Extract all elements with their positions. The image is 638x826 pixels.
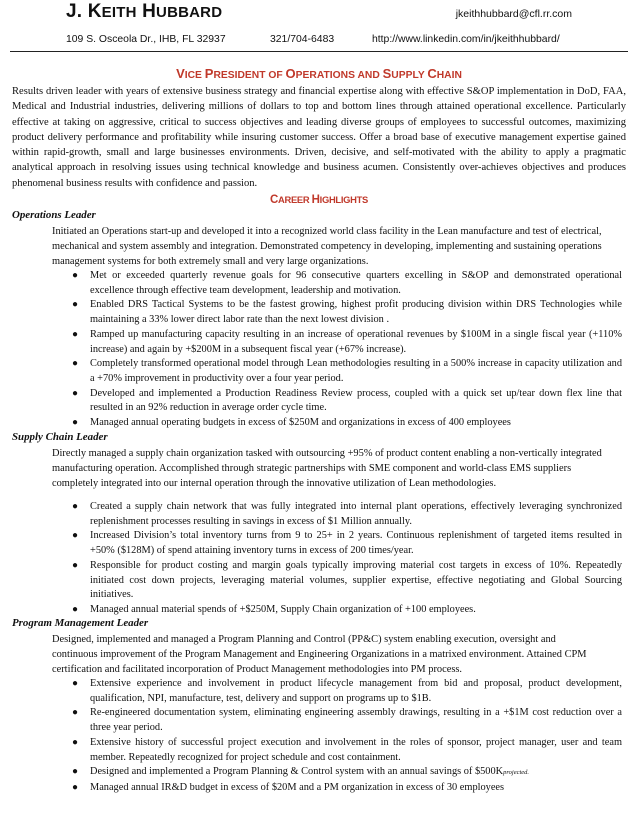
list-item: ● Ramped up manufacturing capacity resulting in an increase of operational revenues by $100M in a single fiscal year (+110% increase) and again by +$200M in a subsequent fiscal year (+67% increase). (72, 328, 622, 355)
section-heading-supply-chain: Supply Chain Leader (12, 431, 108, 443)
bullet-icon: ● (72, 417, 79, 429)
list-item: ● Increased Division’s total inventory turns from 9 to 25+ in 2 years. Continuous replenishment of targeted items resulted in +50% ($128M) of spend attaining inventory turns in excess of 200 times/year. (72, 530, 622, 557)
email-link[interactable]: jkeithhubbard@cfl.rr.com (455, 8, 572, 20)
list-item: ● Extensive history of successful project execution and involvement in the roles of sponsor, project manager, user and team member. Repeatedly recognized for project schedule and cost containment. (72, 736, 622, 763)
bullet-icon: ● (72, 530, 79, 542)
bullet-icon: ● (72, 387, 79, 399)
list-item: ● Extensive experience and involvement in product lifecycle management from bid and proposal, product development, qualification, NPI, manufacture, test, delivery and support on programs up to $1B. (72, 678, 622, 704)
list-item: ● Re-engineered documentation system, eliminating engineering assembly drawings, resulting in a +$1M cost reduction over a three year period. (72, 707, 622, 734)
bullet-icon: ● (72, 299, 79, 311)
candidate-name: J. KEITH HUBBARD (66, 1, 223, 22)
projected-note: projected. (503, 769, 530, 777)
supply-chain-bullets (52, 500, 622, 618)
list-item: ● Managed annual IR&D budget in excess of $20M and a PM organization in excess of 30 employees (52, 781, 622, 796)
bullet-icon: ● (72, 736, 79, 748)
job-title: VICE PRESIDENT OF OPERATIONS AND SUPPLY CHAIN (176, 66, 462, 81)
linkedin-link[interactable]: http://www.linkedin.com/in/jkeithhubbard/ (372, 34, 560, 45)
bullet-icon: ● (72, 781, 79, 793)
bullet-icon: ● (72, 603, 79, 615)
list-item: ● Created a supply chain network that was fully integrated into internal plant operations, effectively leveraging synchronized replenishment processes resulting in savings in excess of $1 Million annually. (72, 501, 622, 527)
bullet-icon: ● (72, 678, 79, 689)
bullet-icon: ● (72, 270, 79, 281)
bullet-icon: ● (72, 358, 79, 370)
professional-summary: Results driven leader with years of extensive business strategy and financial expertise along with effective S&OP implementation in DoD, FAA, Medical and Industrial industries, delivering millions of dollars to top and bottom lines through attained operational excellence. Particularly effective at taking on aggressive, critical to success objectives and leading diverse groups of employees to successful outcomes, maximizing product delivery performance and profitability while insuring customer success. Offer a broad base of executive management expertise gained within rapid-growth, small and large businesses environments. Driven, decisive, and self-motivated with the ability to apply a pragmatic analytical approach in resolving issues using technical knowledge and business acumen. Consistently over-achieves objectives and produces phenomenal business results with confidence and passion. (12, 86, 626, 189)
section-intro-program-management: Designed, implemented and managed a Program Planning and Control (PP&C) system enabling execution, oversight and continuous improvement of the Program Management and Engineering Organizations in a matrixed environment. Attained CPM certification and facilitated incorporation of Product Management methodologies into PM process. (52, 634, 587, 676)
list-item: ● Developed and implemented a Production Readiness Review process, coupled with a quick set up/tear down flex line that resulted in an 92% reduction in average order cycle time. (72, 387, 622, 414)
career-highlights-heading: CAREER HIGHLIGHTS (270, 194, 368, 206)
list-item: ● Designed and implemented a Program Planning & Control system with an annual savings of $500Kprojected. (52, 765, 622, 781)
list-item: ● Enabled DRS Tactical Systems to be the fastest growing, highest profit producing division within DRS Technologies while maintaining a 33% lower direct labor rate than the next lowest division . (72, 299, 622, 326)
list-item: ● Managed annual material spends of +$250M, Supply Chain organization of +100 employees. (52, 603, 622, 618)
list-item: ● Managed annual operating budgets in excess of $250M and organizations in excess of 400 employees (52, 416, 622, 431)
list-item: ● Met or exceeded quarterly revenue goals for 96 consecutive quarters excelling in S&OP and demonstrated operational excellence through effective team development, leadership and motivation. (72, 270, 622, 296)
section-intro-operations: Initiated an Operations start-up and developed it into a recognized world class facility in the Lean manufacture and test of electrical, mechanical and system assembly and integration. Demonstrated competency in developing, implementing and sustaining operations management systems for both extremely small and very large organizations. (52, 226, 602, 268)
list-item: ● Responsible for product costing and margin goals typically improving material cost targets in excess of 10%. Repeatedly initiated cost down projects, leveraging material volumes, supplier expertise, effective negotiating and Global Sourcing initiatives. (72, 559, 622, 601)
address: 109 S. Osceola Dr., IHB, FL 32937 (66, 34, 226, 45)
bullet-icon: ● (72, 707, 79, 719)
bullet-icon: ● (72, 328, 79, 340)
operations-bullets (52, 269, 622, 431)
program-management-bullets (52, 677, 622, 796)
section-intro-supply-chain: Directly managed a supply chain organization tasked with outsourcing +95% of product content enabling a non-vertically integrated manufacturing operation. Accomplished through strategic partnerships with SME component and world-class EMS suppliers completely integrated into our internal operation through the innovative utilization of Lean methodologies. (52, 448, 602, 490)
bullet-icon: ● (72, 559, 79, 571)
section-heading-operations: Operations Leader (12, 209, 96, 221)
bullet-icon: ● (72, 766, 79, 778)
list-item: ● Completely transformed operational model through Lean methodologies resulting in a 500% increase in capacity utilization and a +70% improvement in productivity over a four year period. (72, 358, 622, 384)
bullet-icon: ● (72, 501, 79, 512)
header-divider (10, 51, 628, 52)
section-heading-program-management: Program Management Leader (12, 617, 149, 629)
phone: 321/704-6483 (270, 34, 335, 45)
